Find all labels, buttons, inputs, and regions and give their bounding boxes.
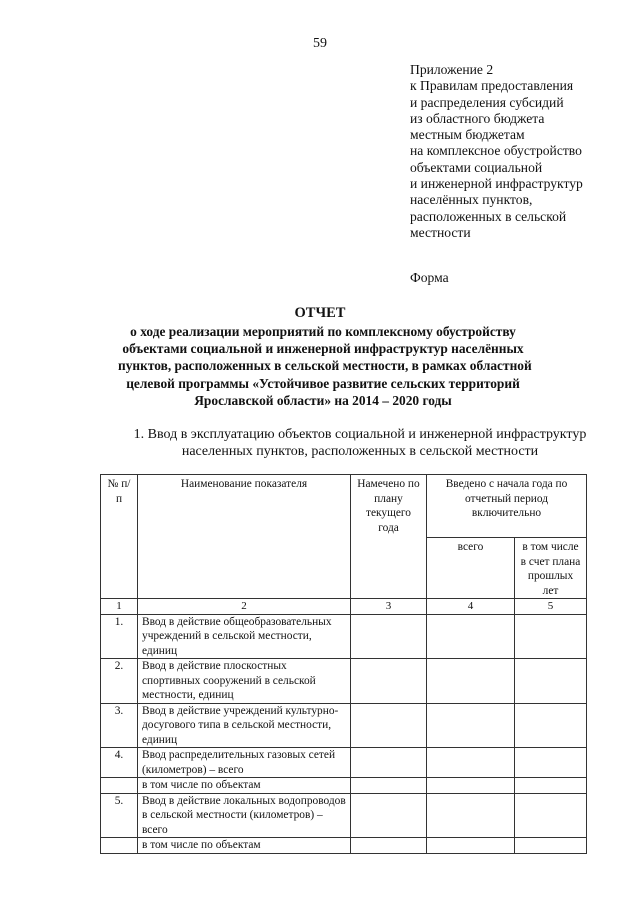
cell-planned[interactable] [351, 659, 427, 704]
appendix-line: Приложение 2 [410, 62, 494, 77]
cell-including-past[interactable] [515, 793, 587, 838]
report-subtitle-line: о ходе реализации мероприятий по комплексному обустройству [130, 324, 516, 339]
header-planned: Намечено по плану текущего года [351, 475, 427, 599]
row-number: 5. [101, 793, 138, 838]
cell-total[interactable] [427, 793, 515, 838]
cell-including-past[interactable] [515, 614, 587, 659]
appendix-line: расположенных в сельской [410, 208, 567, 224]
header-name: Наименование показателя [138, 475, 351, 599]
cell-including-past[interactable] [515, 659, 587, 704]
report-subtitle-line: объектами социальной и инженерной инфраструктур населённых [122, 341, 524, 357]
header-introduced: Введено с начала года по отчетный период включительно [427, 475, 587, 538]
row-indicator: Ввод распределительных газовых сетей (километров) – всего [138, 748, 351, 778]
row-number: 3. [101, 703, 138, 748]
appendix-line: и инженерной инфраструктур [410, 176, 583, 192]
column-number: 2 [138, 599, 351, 615]
row-number: 2. [101, 659, 138, 704]
table-row [101, 748, 587, 778]
report-subtitle-line: пунктов, расположенных в сельской местности, в рамках областной [118, 358, 532, 374]
row-indicator: в том числе по объектам [138, 838, 351, 854]
table-header-row [101, 475, 587, 538]
cell-total[interactable] [427, 703, 515, 748]
section-title [80, 426, 640, 460]
column-number: 5 [515, 599, 587, 615]
cell-including-past[interactable] [515, 703, 587, 748]
appendix-line: на комплексное обустройство [410, 143, 582, 159]
column-number: 3 [351, 599, 427, 615]
row-indicator: Ввод в действие общеобразовательных учреждений в сельской местности, единиц [138, 614, 351, 659]
cell-planned[interactable] [351, 778, 427, 794]
header-total: всего [427, 538, 515, 599]
section-title-line: населенных пунктов, расположенных в сельской местности [181, 444, 539, 459]
cell-total[interactable] [427, 778, 515, 794]
cell-including-past[interactable] [515, 778, 587, 794]
page-number: 59 [313, 36, 327, 51]
cell-planned[interactable] [351, 703, 427, 748]
row-indicator: Ввод в действие учреждений культурно-досугового типа в сельской местности, единиц [138, 703, 351, 748]
row-number: 1. [101, 614, 138, 659]
table-row [101, 838, 587, 854]
column-number: 1 [101, 599, 138, 615]
section-title-line: 1. Ввод в эксплуатацию объектов социальной и инженерной инфраструктур [133, 427, 587, 442]
report-subtitle [118, 323, 532, 409]
appendix-line: объектами социальной [410, 159, 543, 175]
table-row [101, 778, 587, 794]
row-number [101, 778, 138, 794]
report-subtitle-line: целевой программы «Устойчивое развитие сельских территорий [126, 375, 520, 391]
report-table [100, 474, 587, 854]
row-indicator: Ввод в действие локальных водопроводов в сельской местности (километров) – всего [138, 793, 351, 838]
appendix-line: местности [410, 224, 471, 240]
cell-planned[interactable] [351, 793, 427, 838]
row-indicator: в том числе по объектам [138, 778, 351, 794]
cell-total[interactable] [427, 838, 515, 854]
table-row [101, 659, 587, 704]
cell-planned[interactable] [351, 748, 427, 778]
row-indicator: Ввод в действие плоскостных спортивных сооружений в сельской местности, единиц [138, 659, 351, 704]
appendix-line: из областного бюджета [410, 110, 545, 126]
cell-planned[interactable] [351, 838, 427, 854]
form-label: Форма [410, 270, 449, 285]
header-including-past: в том числе в счет плана прошлых лет [515, 538, 587, 599]
column-number: 4 [427, 599, 515, 615]
cell-total[interactable] [427, 659, 515, 704]
report-title: ОТЧЕТ [294, 305, 346, 321]
table-row [101, 703, 587, 748]
row-number: 4. [101, 748, 138, 778]
table-row [101, 793, 587, 838]
appendix-line: к Правилам предоставления [410, 78, 574, 94]
cell-total[interactable] [427, 748, 515, 778]
cell-total[interactable] [427, 614, 515, 659]
appendix-line: населённых пунктов, [410, 192, 533, 208]
appendix-line: и распределения субсидий [410, 94, 564, 110]
cell-planned[interactable] [351, 614, 427, 659]
cell-including-past[interactable] [515, 838, 587, 854]
appendix-line: местным бюджетам [410, 127, 525, 143]
table-row [101, 614, 587, 659]
report-subtitle-line: Ярославской области» на 2014 – 2020 годы [194, 392, 452, 408]
appendix-block [410, 62, 632, 241]
row-number [101, 838, 138, 854]
column-number-row [101, 599, 587, 615]
cell-including-past[interactable] [515, 748, 587, 778]
header-num: № п/п [101, 475, 138, 599]
